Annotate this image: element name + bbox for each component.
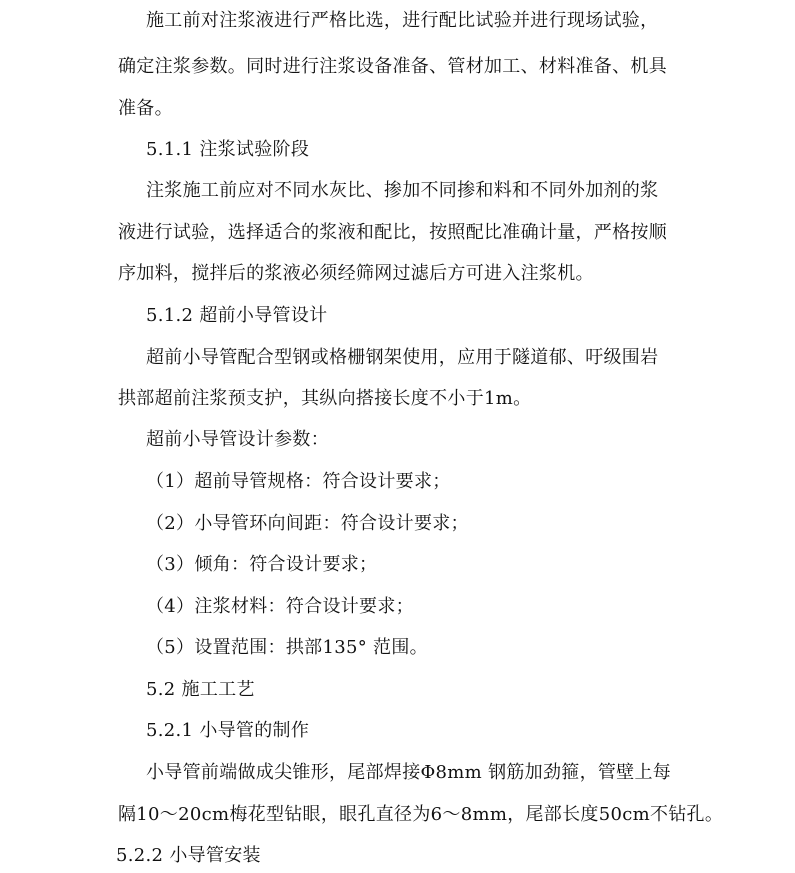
paragraph-line-9: 超前小导管设计参数： (146, 429, 329, 450)
section-heading-5-2-1: 5.2.1 小导管的制作 (146, 720, 310, 741)
paragraph-line-3: 准备。 (118, 98, 173, 119)
paragraph-line-1: 施工前对注浆液进行严格比选，进行配比试验并进行现场试验， (146, 10, 659, 31)
list-item-2: （2）小导管环向间距：符合设计要求； (146, 513, 469, 534)
paragraph-line-2: 确定注浆参数。同时进行注浆设备准备、管材加工、材料准备、机具 (118, 56, 667, 77)
paragraph-line-6: 序加料，搅拌后的浆液必须经筛网过滤后方可进入注浆机。 (118, 263, 594, 284)
paragraph-line-10: 小导管前端做成尖锥形，尾部焊接Φ8mm 钢筋加劲箍，管壁上每 (146, 762, 672, 783)
paragraph-line-8: 拱部超前注浆预支护，其纵向搭接长度不小于1m。 (118, 388, 532, 409)
list-item-5: （5）设置范围：拱部135° 范围。 (146, 637, 428, 658)
list-item-4: （4）注浆材料：符合设计要求； (146, 596, 414, 617)
paragraph-line-5: 液进行试验，选择适合的浆液和配比，按照配比准确计量，严格按顺 (118, 222, 667, 243)
section-heading-5-2: 5.2 施工工艺 (146, 679, 255, 700)
section-heading-5-2-2: 5.2.2 小导管安装 (116, 845, 261, 866)
section-heading-5-1-2: 5.1.2 超前小导管设计 (146, 305, 328, 326)
paragraph-line-11: 隔10～20cm梅花型钻眼，眼孔直径为6～8mm，尾部长度50cm不钻孔。 (118, 804, 724, 825)
paragraph-line-7: 超前小导管配合型钢或格栅钢架使用，应用于隧道郁、吁级围岩 (146, 347, 659, 368)
list-item-1: （1）超前导管规格：符合设计要求； (146, 471, 451, 492)
section-heading-5-1-1: 5.1.1 注浆试验阶段 (146, 139, 310, 160)
list-item-3: （3）倾角：符合设计要求； (146, 554, 378, 575)
paragraph-line-4: 注浆施工前应对不同水灰比、掺加不同掺和料和不同外加剂的浆 (146, 180, 659, 201)
